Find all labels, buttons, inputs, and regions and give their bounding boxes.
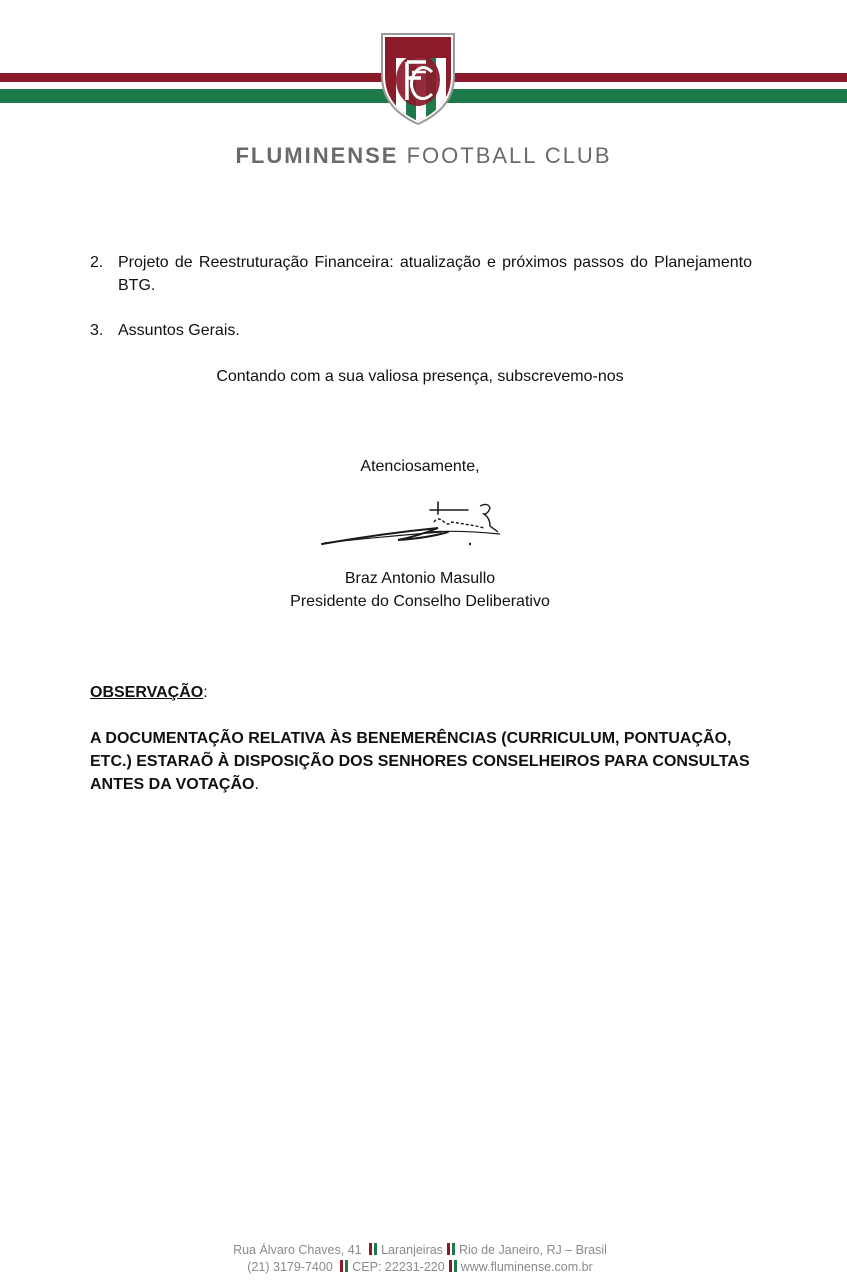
observation-body: A DOCUMENTAÇÃO RELATIVA ÀS BENEMERÊNCIAS (CURRICULUM, PONTUAÇÃO, ETC.) ESTARAÕ À DISPOSIÇÃO DOS SENHORES CONSELHEIROS PARA CONSULTAS ANTES DA VOTAÇÃO	[90, 730, 750, 793]
footer-separator-icon	[446, 1243, 456, 1257]
agenda-item-number: 3.	[90, 322, 104, 339]
agenda-item-number: 2.	[90, 254, 104, 271]
footer-district: Laranjeiras	[381, 1243, 443, 1257]
footer-line-2	[0, 1258, 840, 1276]
signer-role: Presidente do Conselho Deliberativo	[290, 593, 550, 610]
club-name	[0, 143, 847, 169]
agenda-item-text: Assuntos Gerais.	[118, 322, 240, 339]
footer-separator-icon	[448, 1260, 458, 1274]
footer-phone: (21) 3179-7400	[247, 1260, 333, 1274]
observation-body-suffix: .	[254, 776, 259, 793]
observation-heading	[90, 681, 208, 704]
footer-cep: CEP: 22231-220	[352, 1260, 445, 1274]
footer-city: Rio de Janeiro, RJ – Brasil	[458, 1243, 607, 1257]
closing-sentence: Contando com a sua valiosa presença, subscrevemo-nos	[216, 368, 624, 385]
observation-label-suffix: :	[203, 684, 208, 701]
handwritten-signature	[318, 496, 508, 551]
footer-separator-icon	[368, 1243, 378, 1257]
agenda-item-2	[90, 251, 752, 297]
footer-address: Rua Álvaro Chaves, 41	[233, 1243, 362, 1257]
observation-text	[90, 727, 750, 796]
club-name-bold: FLUMINENSE	[235, 143, 399, 168]
club-name-light: FOOTBALL CLUB	[398, 143, 612, 168]
agenda-item-text: Projeto de Reestruturação Financeira: atualização e próximos passos do Planejamento BTG.	[118, 254, 752, 294]
footer-line-1	[0, 1241, 840, 1259]
observation-label: OBSERVAÇÃO	[90, 684, 204, 701]
club-crest-logo	[374, 28, 462, 126]
footer-website[interactable]: www.fluminense.com.br	[460, 1260, 593, 1274]
footer-separator-icon	[339, 1260, 349, 1274]
regards-line: Atenciosamente,	[360, 458, 480, 475]
agenda-item-3	[90, 319, 752, 342]
signer-name: Braz Antonio Masullo	[344, 570, 496, 587]
